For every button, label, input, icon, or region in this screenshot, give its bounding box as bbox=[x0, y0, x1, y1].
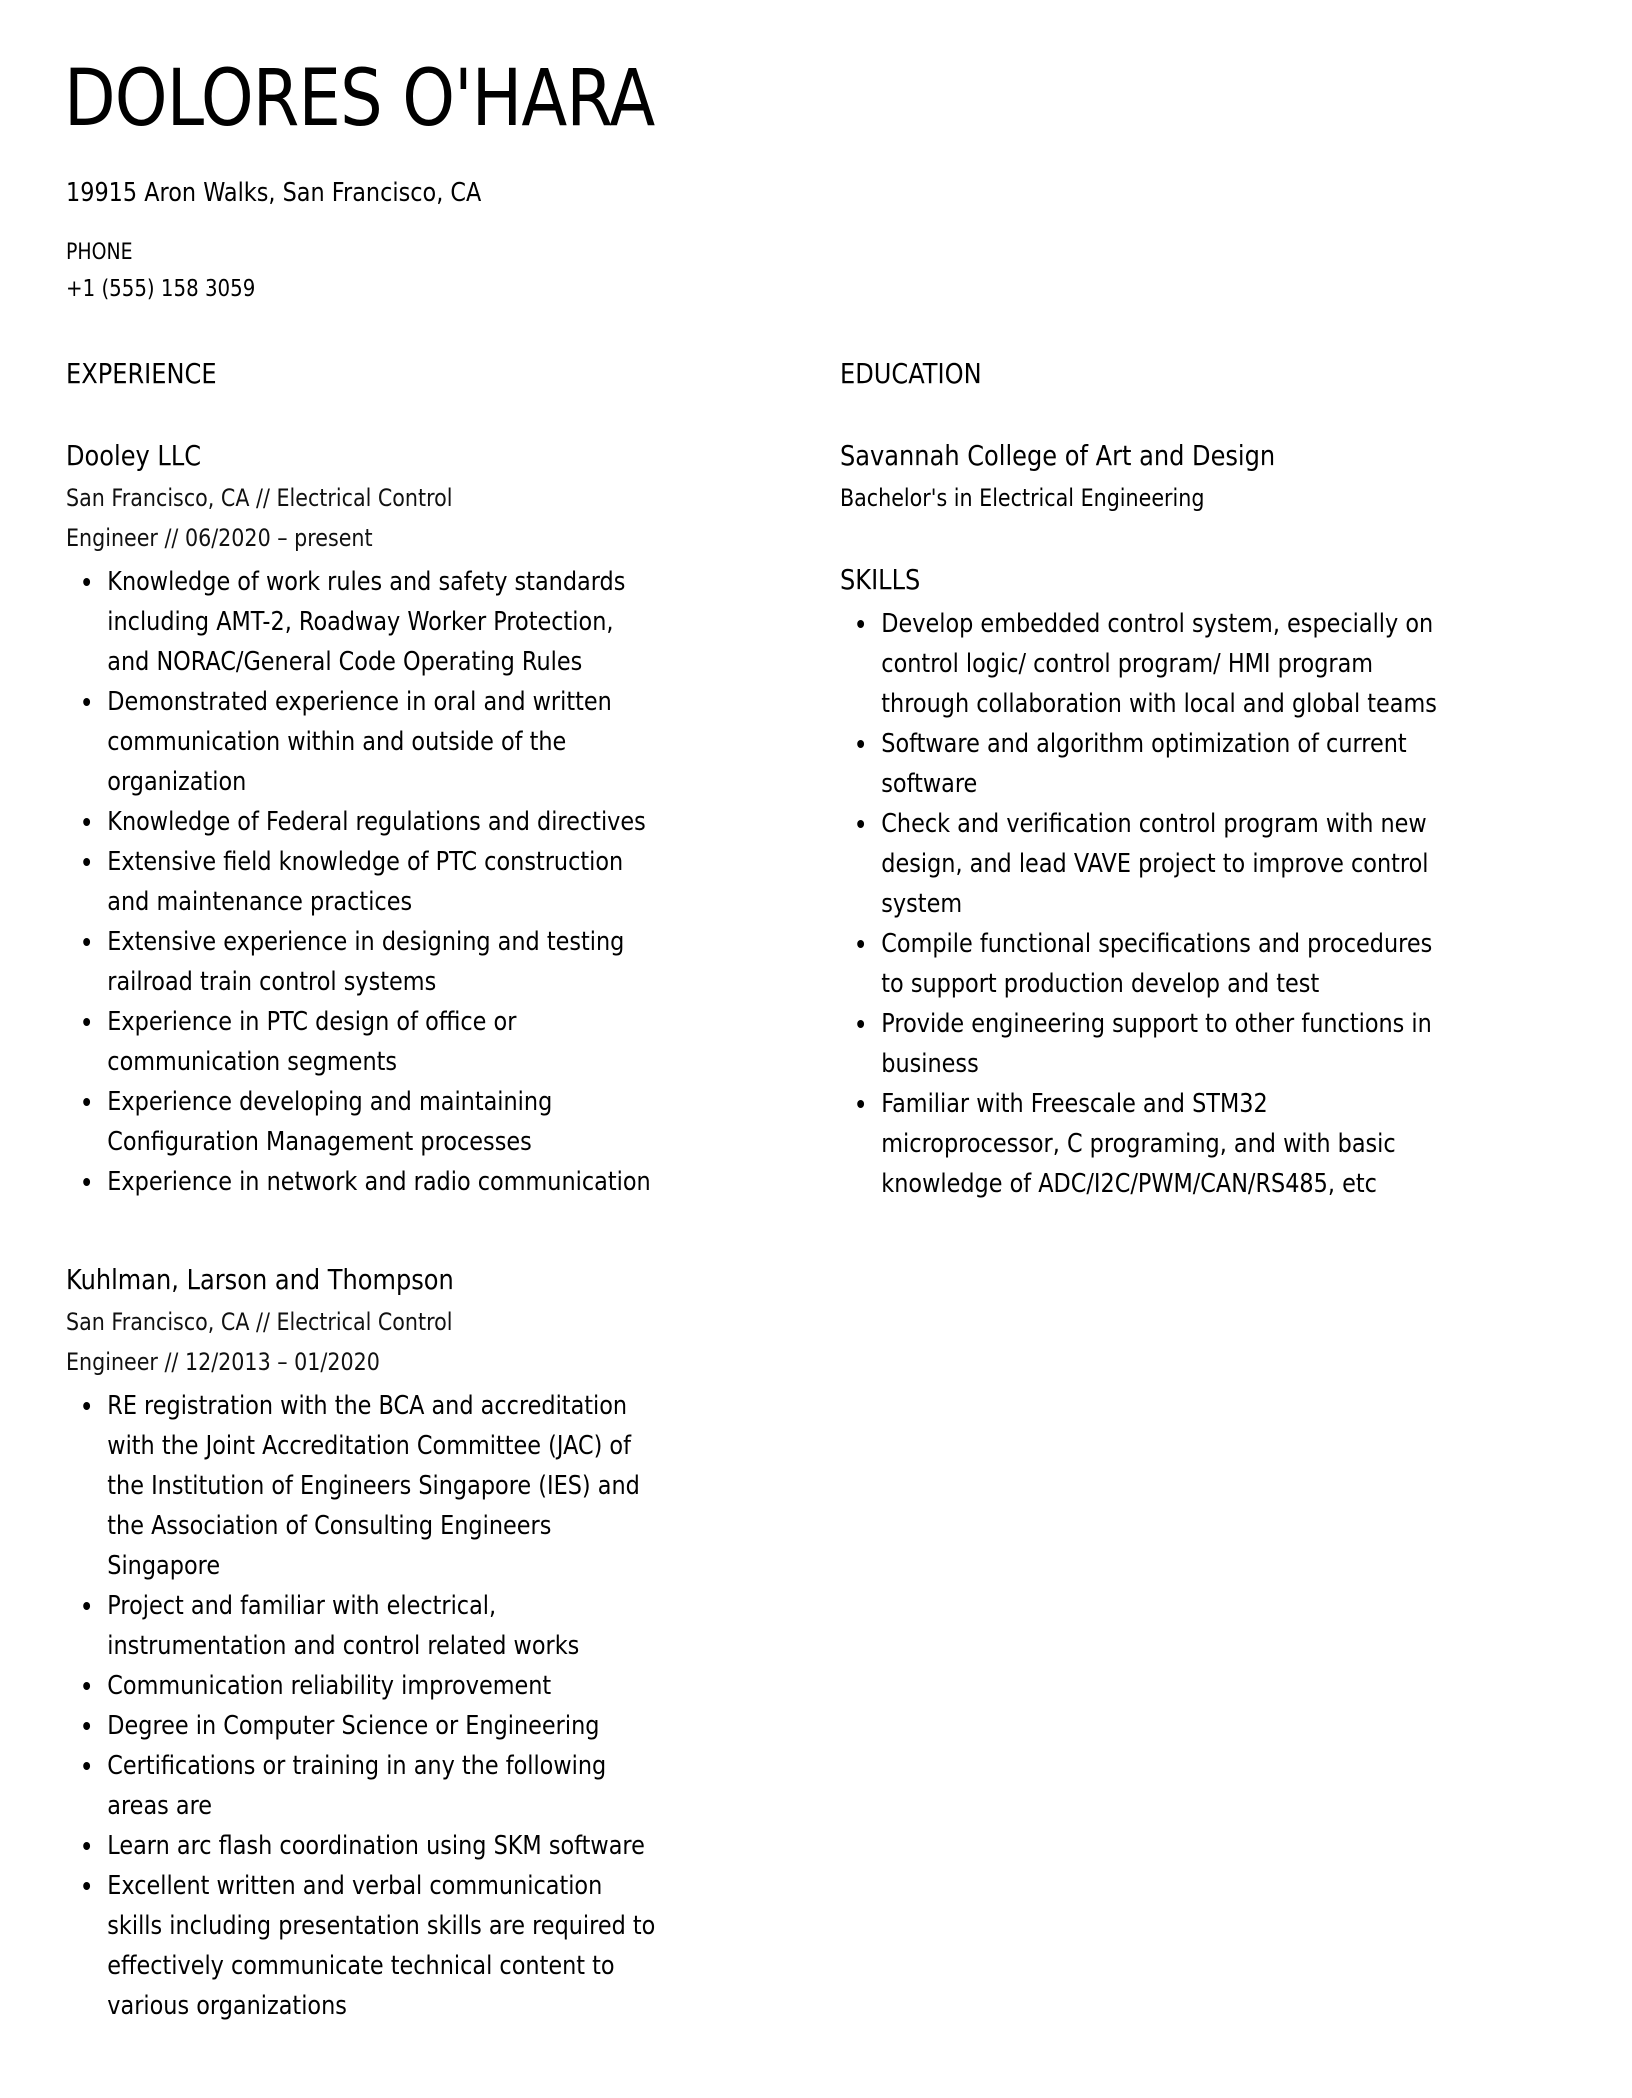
education-skills-column bbox=[840, 354, 1580, 1204]
bullet-icon bbox=[83, 1178, 90, 1186]
phone-number: +1 (555) 158 3059 bbox=[66, 276, 256, 302]
bullet-text: Learn arc flash coordination using SKM software bbox=[107, 1831, 645, 1861]
list-item bbox=[881, 804, 1440, 924]
bullet-icon bbox=[83, 1682, 90, 1690]
list-item bbox=[107, 1706, 657, 1746]
list-item bbox=[107, 802, 657, 842]
bullet-icon bbox=[857, 620, 864, 628]
list-item bbox=[107, 1866, 657, 2026]
job-bullets bbox=[66, 562, 658, 1202]
list-item bbox=[107, 682, 657, 802]
bullet-icon bbox=[857, 1020, 864, 1028]
job-entry bbox=[66, 1260, 804, 2026]
candidate-name: DOLORES O'HARA bbox=[64, 54, 655, 144]
skill-text: Check and verification control program with new design, and lead VAVE project to improve control system bbox=[881, 809, 1429, 919]
list-item bbox=[107, 1666, 657, 1706]
skill-text: Develop embedded control system, especially on control logic/ control program/ HMI program through collaboration with local and global teams bbox=[881, 609, 1437, 719]
bullet-icon bbox=[83, 578, 90, 586]
skills-heading: SKILLS bbox=[840, 563, 921, 596]
job-meta: San Francisco, CA // Electrical Control Engineer // 12/2013 – 01/2020 bbox=[66, 1308, 453, 1376]
skill-text: Software and algorithm optimization of current software bbox=[881, 729, 1407, 799]
degree: Bachelor's in Electrical Engineering bbox=[840, 484, 1205, 512]
list-item bbox=[107, 1586, 657, 1666]
bullet-icon bbox=[83, 1882, 90, 1890]
job-entry bbox=[66, 436, 804, 1202]
bullet-icon bbox=[83, 1842, 90, 1850]
bullet-text: Knowledge of work rules and safety standards including AMT-2, Roadway Worker Protection, and NORAC/General Code Operating Rules bbox=[107, 567, 626, 677]
list-item bbox=[107, 1746, 657, 1826]
job-meta: San Francisco, CA // Electrical Control Engineer // 06/2020 – present bbox=[66, 484, 453, 552]
bullet-icon bbox=[857, 820, 864, 828]
bullet-icon bbox=[83, 1402, 90, 1410]
address: 19915 Aron Walks, San Francisco, CA bbox=[66, 178, 482, 208]
list-item bbox=[881, 924, 1440, 1004]
bullet-text: Degree in Computer Science or Engineering bbox=[107, 1711, 600, 1741]
list-item bbox=[881, 1004, 1440, 1084]
list-item bbox=[107, 1082, 657, 1162]
job-bullets bbox=[66, 1386, 658, 2026]
list-item bbox=[107, 842, 657, 922]
bullet-icon bbox=[857, 940, 864, 948]
bullet-text: RE registration with the BCA and accreditation with the Joint Accreditation Committee (JAC) of the Institution of Engineers Singapore (IES) and the Association of Consulting Engineers Singapore bbox=[107, 1391, 640, 1581]
bullet-text: Extensive experience in designing and testing railroad train control systems bbox=[107, 927, 625, 997]
bullet-icon bbox=[83, 698, 90, 706]
list-item bbox=[107, 922, 657, 1002]
list-item bbox=[107, 1386, 657, 1586]
bullet-icon bbox=[857, 740, 864, 748]
bullet-text: Certifications or training in any the following areas are bbox=[107, 1751, 607, 1821]
bullet-icon bbox=[857, 1100, 864, 1108]
list-item bbox=[107, 562, 657, 682]
skill-text: Compile functional specifications and procedures to support production develop and test bbox=[881, 929, 1433, 999]
bullet-text: Demonstrated experience in oral and written communication within and outside of the organization bbox=[107, 687, 612, 797]
bullet-text: Excellent written and verbal communication skills including presentation skills are required to effectively communicate technical content to various organizations bbox=[107, 1871, 656, 2021]
experience-heading: EXPERIENCE bbox=[66, 357, 217, 390]
school-name: Savannah College of Art and Design bbox=[840, 439, 1276, 472]
list-item bbox=[881, 724, 1440, 804]
bullet-text: Communication reliability improvement bbox=[107, 1671, 552, 1701]
bullet-icon bbox=[83, 1018, 90, 1026]
list-item bbox=[107, 1826, 657, 1866]
list-item bbox=[881, 604, 1440, 724]
phone-label: PHONE bbox=[66, 240, 133, 265]
list-item bbox=[107, 1162, 657, 1202]
bullet-icon bbox=[83, 858, 90, 866]
skills-list bbox=[840, 604, 1440, 1204]
bullet-text: Experience in PTC design of office or communication segments bbox=[107, 1007, 517, 1077]
list-item bbox=[881, 1084, 1440, 1204]
bullet-text: Extensive field knowledge of PTC construction and maintenance practices bbox=[107, 847, 624, 917]
skill-text: Provide engineering support to other functions in business bbox=[881, 1009, 1432, 1079]
bullet-text: Knowledge of Federal regulations and directives bbox=[107, 807, 646, 837]
company-name: Dooley LLC bbox=[66, 439, 202, 472]
bullet-text: Experience in network and radio communication bbox=[107, 1167, 651, 1197]
bullet-icon bbox=[83, 1602, 90, 1610]
list-item bbox=[107, 1002, 657, 1082]
bullet-icon bbox=[83, 1722, 90, 1730]
education-heading: EDUCATION bbox=[840, 357, 982, 390]
bullet-text: Project and familiar with electrical, instrumentation and control related works bbox=[107, 1591, 580, 1661]
bullet-icon bbox=[83, 1762, 90, 1770]
skill-text: Familiar with Freescale and STM32 microprocessor, C programing, and with basic knowledge of ADC/I2C/PWM/CAN/RS485, etc bbox=[881, 1089, 1396, 1199]
bullet-icon bbox=[83, 818, 90, 826]
bullet-icon bbox=[83, 1098, 90, 1106]
bullet-icon bbox=[83, 938, 90, 946]
experience-column bbox=[66, 354, 806, 2026]
bullet-text: Experience developing and maintaining Configuration Management processes bbox=[107, 1087, 553, 1157]
company-name: Kuhlman, Larson and Thompson bbox=[66, 1263, 454, 1296]
